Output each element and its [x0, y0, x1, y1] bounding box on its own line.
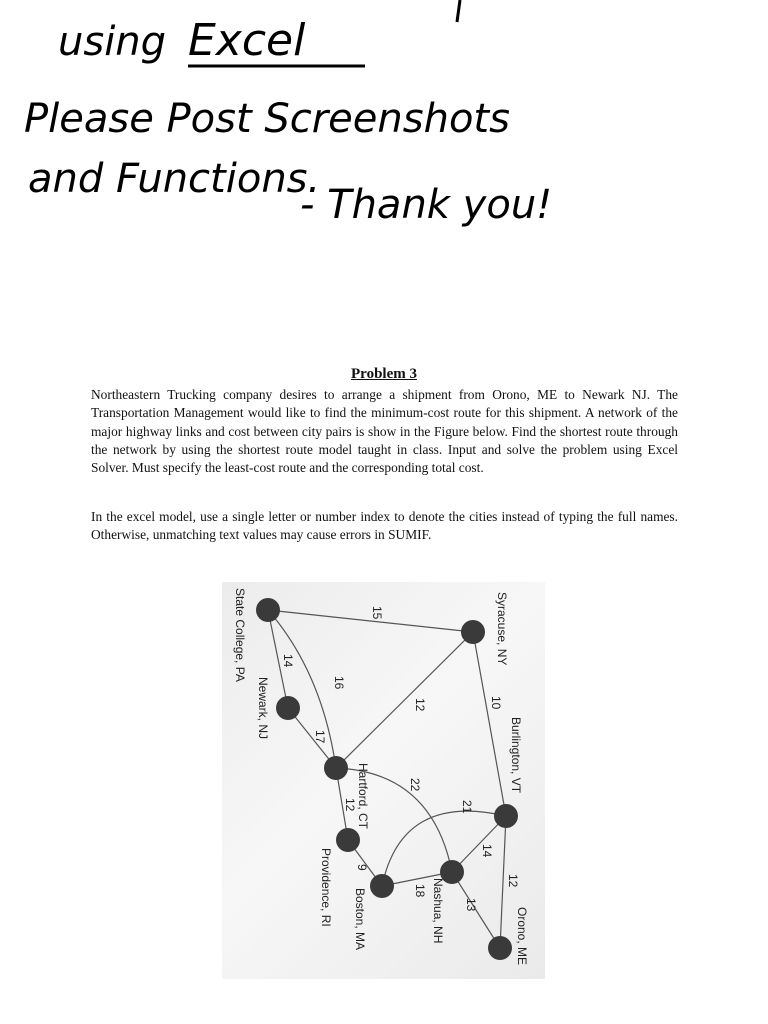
- problem-paragraph-2: In the excel model, use a single letter or number index to denote the cities instead of typing the full names. Otherwise, unmatching text values may cause errors in SUMIF.: [91, 509, 678, 543]
- handwritten-line2: Please Post Screenshots: [24, 96, 510, 142]
- cost-label-nashua-orono: 13: [464, 898, 478, 912]
- node-newark: [276, 696, 300, 720]
- node-providence: [336, 828, 360, 852]
- cost-label-newark-hartford: 17: [313, 730, 327, 744]
- cost-label-statecollege-hartford: 16: [332, 676, 346, 690]
- cost-label-boston-nashua: 18: [413, 884, 427, 898]
- cost-label-syracuse-burlington: 10: [489, 696, 503, 710]
- city-label-orono: Orono, ME: [515, 907, 529, 966]
- city-label-nashua: Nashua, NH: [431, 878, 445, 944]
- handwritten-line4: - Thank you!: [300, 182, 553, 228]
- handwritten-line1-excel: Excel: [188, 15, 306, 66]
- cost-label-providence-boston: 9: [355, 864, 369, 871]
- handwritten-line1-using: using: [58, 19, 167, 65]
- city-label-boston: Boston, MA: [353, 888, 367, 951]
- edge-hartford-nashua: [336, 768, 452, 872]
- network-figure: [222, 582, 545, 979]
- city-label-burlington: Burlington, VT: [509, 717, 523, 794]
- problem-title: Problem 3: [351, 366, 417, 382]
- cost-label-syracuse-hartford: 12: [413, 698, 427, 712]
- cost-label-statecollege-syracuse: 15: [370, 606, 384, 620]
- handwritten-note: [20, 0, 720, 250]
- network-diagram: [222, 582, 545, 979]
- handwritten-stroke-mark: [457, 0, 460, 22]
- city-label-state-college: State College, PA: [233, 588, 247, 682]
- node-state-college: [256, 598, 280, 622]
- city-label-providence: Providence, RI: [319, 848, 333, 927]
- cost-label-burlington-orono: 12: [506, 874, 520, 888]
- cost-label-burlington-nashua: 14: [480, 844, 494, 858]
- node-orono: [488, 936, 512, 960]
- cost-label-hartford-nashua: 22: [408, 778, 422, 792]
- edge-statecollege-hartford: [268, 610, 336, 768]
- node-syracuse: [461, 620, 485, 644]
- city-label-hartford: Hartford, CT: [356, 763, 370, 830]
- city-label-newark: Newark, NJ: [256, 677, 270, 740]
- problem-paragraph-1: Northeastern Trucking company desires to arrange a shipment from Orono, ME to Newark NJ. The Transportation Management would like to find the minimum-cost route for this shipment. A network of the major highway links and cost between city pairs is show in the Figure below. Find the shortest route through the network by using the shortest route model taught in class. Input and solve the problem using Excel Solver. Must specify the least-cost route and the corresponding total cost.: [91, 387, 678, 476]
- edge-syracuse-hartford: [336, 632, 473, 768]
- node-burlington: [494, 804, 518, 828]
- cost-label-hartford-providence: 12: [343, 798, 357, 812]
- cost-label-statecollege-newark: 14: [281, 654, 295, 668]
- city-label-syracuse: Syracuse, NY: [495, 592, 509, 666]
- edge-burlington-orono: [500, 816, 506, 948]
- cost-label-burlington-boston: 21: [460, 800, 474, 814]
- node-boston: [370, 874, 394, 898]
- handwritten-line3: and Functions.: [28, 156, 321, 202]
- node-hartford: [324, 756, 348, 780]
